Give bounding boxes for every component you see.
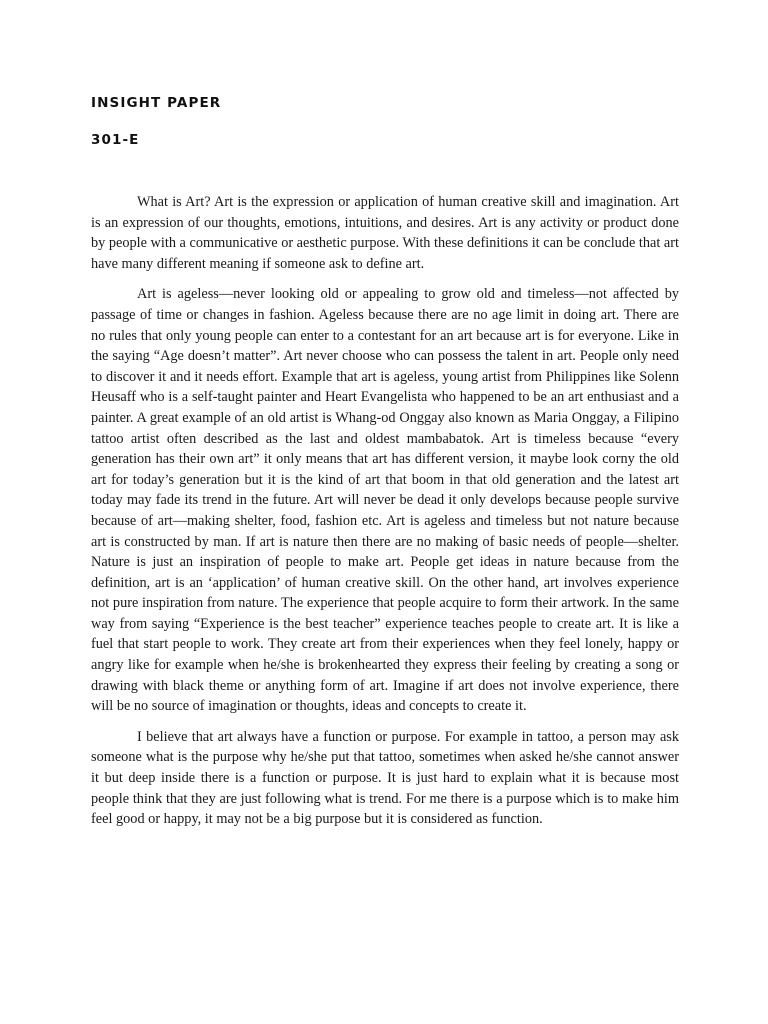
paragraph-art-is-ageless: Art is ageless—never looking old or appealing to grow old and timeless—not affected by passage of time or changes in fashion. Ageless because there are no age limit in doing art. There are no rules that only young people can enter to a contestant for an art because art is for everyone. Like in the saying “Age doesn’t matter”. Art never choose who can possess the talent in art. People only need to discover it and it needs effort. Example that art is ageless, young artist from Philippines like Solenn Heusaff who is a self-taught painter and Heart Evangelista who happened to be an art enthusiast and a painter. A great example of an old artist is Whang-od Onggay also known as Maria Onggay, a Filipino tattoo artist often described as the last and oldest mambabatok. Art is timeless because “every generation has their own art” it only means that art has different version, it maybe look corny the old art for today’s generation but it is the kind of art that boom in that old generation and the latest art today may fade its trend in the future. Art will never be dead it only develops because people survive because of art—making shelter, food, fashion etc. Art is ageless and timeless but not nature because art is constructed by man. If art is nature then there are no making of basic needs of people—shelter. Nature is just an inspiration of people to make art. People get ideas in nature because from the definition, art is an ‘application’ of human creative skill. On the other hand, art involves experience not pure inspiration from nature. The experience that people acquire to form their artwork. In the same way from saying “Experience is the best teacher” experience teaches people to create art. It is like a fuel that start people to work. They create art from their experiences when they feel lonely, happy or angry like for example when he/she is brokenhearted they express their feeling by creating a song or drawing with black theme or anything form of art. Imagine if art does not involve experience, there will be no source of imagination or thoughts, ideas and concepts to create it. (91, 286, 679, 715)
document-body (91, 192, 679, 840)
paragraph-what-is-art: What is Art? Art is the expression or application of human creative skill and imagination. Art is an expression of our thoughts, emotions, intuitions, and desires. Art is any activity or product done by people with a communicative or aesthetic purpose. With these definitions it can be conclude that art have many different meaning if someone ask to define art. (91, 194, 679, 272)
document-title: INSIGHT PAPER (91, 95, 222, 111)
paragraph-art-function: I believe that art always have a function or purpose. For example in tattoo, a person may ask someone what is the purpose why he/she put that tattoo, sometimes when asked he/she cannot answer it but deep inside there is a function or purpose. It is just hard to explain what it is because most people think that they are just following what is trend. For me there is a purpose which is to make him feel good or happy, it may not be a big purpose but it is considered as function. (91, 728, 679, 828)
section-label: 301-E (91, 132, 140, 148)
